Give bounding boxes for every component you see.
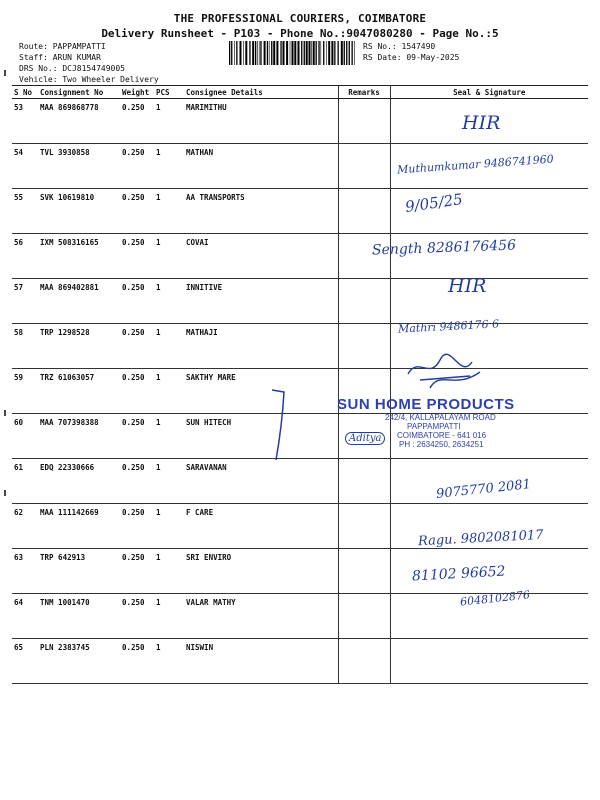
barcode-bar	[344, 41, 345, 65]
cell-weight: 0.250	[120, 189, 154, 234]
signature-59	[400, 350, 490, 394]
scan-edge-mark	[4, 410, 6, 416]
table-row	[12, 279, 588, 324]
barcode-bar	[331, 41, 333, 65]
cell-weight: 0.250	[120, 234, 154, 279]
barcode-bar	[334, 41, 335, 65]
document-title: THE PROFESSIONAL COURIERS, COIMBATORE	[173, 12, 427, 25]
company-stamp	[337, 396, 537, 449]
barcode-bar	[269, 41, 270, 65]
cell-weight: 0.250	[120, 639, 154, 684]
cell-consignee: AA TRANSPORTS	[184, 189, 338, 234]
cell-sno: 60	[12, 414, 38, 459]
signature-65: 6048102876	[459, 588, 531, 609]
barcode-bar	[311, 41, 312, 65]
cell-consignment-no: PLN 2383745	[38, 639, 120, 684]
cell-sno: 54	[12, 144, 38, 189]
table-row	[12, 99, 588, 144]
vehicle-text: Vehicle: Two Wheeler Delivery	[19, 75, 159, 84]
cell-consignment-no: TRP 642913	[38, 549, 120, 594]
barcode-bar	[338, 41, 339, 65]
barcode-bar	[255, 41, 256, 65]
cell-pcs: 1	[154, 549, 184, 594]
cell-consignee: NISWIN	[184, 639, 338, 684]
col-header-consignment: Consignment No	[38, 86, 120, 99]
signature-55: 9/05/25	[404, 190, 464, 216]
rs-number-text: RS No.: 1547490	[363, 42, 436, 51]
barcode-bar	[240, 41, 242, 65]
cell-remarks	[338, 189, 390, 234]
cell-consignment-no: IXM 508316165	[38, 234, 120, 279]
barcode-bar	[236, 41, 237, 65]
barcode-bar	[294, 41, 296, 65]
barcode-bar	[309, 41, 311, 65]
barcode-bar	[264, 41, 266, 65]
cell-consignment-no: TNM 1001470	[38, 594, 120, 639]
cell-weight: 0.250	[120, 324, 154, 369]
barcode-bar	[245, 41, 247, 65]
cell-pcs: 1	[154, 414, 184, 459]
barcode-bar	[234, 41, 235, 65]
col-header-weight: Weight	[120, 86, 154, 99]
cell-consignee: SAKTHY MARE	[184, 369, 338, 414]
stamp-company-name: SUN HOME PRODUCTS	[337, 396, 515, 413]
table-header-row	[12, 86, 588, 99]
cell-consignment-no: MAA 111142669	[38, 504, 120, 549]
cell-pcs: 1	[154, 504, 184, 549]
cell-weight: 0.250	[120, 369, 154, 414]
signature-63: Ragu. 9802081017	[417, 527, 544, 550]
barcode-bar	[306, 41, 308, 65]
cell-weight: 0.250	[120, 414, 154, 459]
cell-consignment-no: TRZ 61063057	[38, 369, 120, 414]
barcode-bar	[252, 41, 254, 65]
barcode-bar	[352, 41, 353, 65]
barcode-bar	[292, 41, 294, 65]
cell-pcs: 1	[154, 324, 184, 369]
signature-53: HIR	[462, 112, 501, 134]
cell-consignee: VALAR MATHY	[184, 594, 338, 639]
barcode-bar	[326, 41, 327, 65]
cell-weight: 0.250	[120, 594, 154, 639]
barcode-bar	[323, 41, 324, 65]
barcode-bar	[257, 41, 258, 65]
barcode-bar	[298, 41, 300, 65]
barcode-bar	[318, 41, 319, 65]
barcode-image	[228, 41, 358, 65]
cell-pcs: 1	[154, 369, 184, 414]
cell-sno: 55	[12, 189, 38, 234]
cell-remarks	[338, 99, 390, 144]
cell-sno: 64	[12, 594, 38, 639]
cell-remarks	[338, 504, 390, 549]
barcode-bar	[259, 41, 260, 65]
cell-consignee: COVAI	[184, 234, 338, 279]
barcode-bar	[260, 41, 261, 65]
barcode-bar	[328, 41, 330, 65]
cell-remarks	[338, 144, 390, 189]
cell-weight: 0.250	[120, 99, 154, 144]
col-header-consignee: Consignee Details	[184, 86, 338, 99]
cell-consignee: F CARE	[184, 504, 338, 549]
cell-sno: 53	[12, 99, 38, 144]
barcode-bar	[301, 41, 302, 65]
cell-consignment-no: TVL 3930858	[38, 144, 120, 189]
cell-sno: 62	[12, 504, 38, 549]
cell-sno: 61	[12, 459, 38, 504]
cell-consignment-no: MAA 707398388	[38, 414, 120, 459]
cell-pcs: 1	[154, 234, 184, 279]
cell-pcs: 1	[154, 189, 184, 234]
cell-weight: 0.250	[120, 279, 154, 324]
cell-consignment-no: MAA 869868778	[38, 99, 120, 144]
barcode-bar	[243, 41, 244, 65]
cell-pcs: 1	[154, 99, 184, 144]
barcode-bar	[341, 41, 343, 65]
signature-56: Sength 8286176456	[371, 237, 517, 259]
barcode-bar	[354, 41, 355, 65]
barcode-bar	[316, 41, 317, 65]
cell-consignee: SARAVANAN	[184, 459, 338, 504]
signature-61: Aditya	[345, 432, 385, 445]
cell-pcs: 1	[154, 459, 184, 504]
scan-edge-mark	[4, 70, 6, 76]
barcode-bar	[313, 41, 315, 65]
cell-consignee: INNITIVE	[184, 279, 338, 324]
cell-consignee: MATHAJI	[184, 324, 338, 369]
table-row	[12, 639, 588, 684]
runsheet-meta-left	[19, 41, 159, 85]
cell-consignment-no: SVK 10619810	[38, 189, 120, 234]
cell-seal-signature	[390, 639, 588, 684]
cell-consignment-no: EDQ 22330666	[38, 459, 120, 504]
cell-seal-signature	[390, 279, 588, 324]
cell-remarks	[338, 549, 390, 594]
cell-sno: 56	[12, 234, 38, 279]
barcode-bar	[276, 41, 278, 65]
barcode-bar	[321, 41, 322, 65]
table-row	[12, 324, 588, 369]
signature-57: HIR	[448, 275, 487, 297]
cell-remarks	[338, 639, 390, 684]
barcode-bar	[286, 41, 288, 65]
cell-sno: 63	[12, 549, 38, 594]
cell-sno: 65	[12, 639, 38, 684]
barcode-bar	[273, 41, 275, 65]
col-header-sno: S No	[12, 86, 38, 99]
cell-remarks	[338, 459, 390, 504]
cell-remarks	[338, 324, 390, 369]
table-row	[12, 189, 588, 234]
cell-consignee: MATHAN	[184, 144, 338, 189]
barcode-bar	[280, 41, 281, 65]
cell-weight: 0.250	[120, 504, 154, 549]
barcode-bar	[229, 41, 230, 65]
barcode-bar	[290, 41, 291, 65]
cell-pcs: 1	[154, 594, 184, 639]
barcode-bar	[249, 41, 250, 65]
stamp-address-1: 242/4, KALLAPALAYAM ROAD	[385, 413, 496, 422]
scan-edge-mark	[4, 490, 6, 496]
cell-pcs: 1	[154, 279, 184, 324]
stamp-address-3: COIMBATORE - 641 016	[397, 431, 487, 440]
cell-remarks	[338, 279, 390, 324]
signature-64: 81102 96652	[411, 563, 506, 585]
staff-text: Staff: ARUN KUMAR	[19, 53, 101, 62]
cell-consignee: SRI ENVIRO	[184, 549, 338, 594]
col-header-remarks: Remarks	[338, 86, 390, 99]
signature-62: 9075770 2081	[435, 477, 532, 502]
rs-date-text: RS Date: 09-May-2025	[363, 53, 460, 62]
pen-stroke-60	[262, 386, 302, 466]
stamp-phone: PH : 2634250, 2634251	[399, 440, 484, 449]
signature-58: Mathri 9486176 6	[397, 317, 500, 336]
cell-sno: 57	[12, 279, 38, 324]
cell-weight: 0.250	[120, 459, 154, 504]
cell-weight: 0.250	[120, 144, 154, 189]
cell-consignment-no: TRP 1298528	[38, 324, 120, 369]
cell-weight: 0.250	[120, 549, 154, 594]
cell-consignee: SUN HITECH	[184, 414, 338, 459]
col-header-seal: Seal & Signature	[390, 86, 588, 99]
cell-sno: 58	[12, 324, 38, 369]
cell-remarks	[338, 594, 390, 639]
runsheet-subtitle: Delivery Runsheet - P103 - Phone No.:9047080280 - Page No.:5	[101, 27, 499, 40]
signature-54: Muthumkumar 9486741960	[396, 152, 555, 177]
cell-pcs: 1	[154, 639, 184, 684]
cell-consignment-no: MAA 869402881	[38, 279, 120, 324]
barcode-bar	[283, 41, 285, 65]
runsheet-meta-right	[363, 41, 459, 63]
barcode-bar	[346, 41, 347, 65]
col-header-pcs: PCS	[154, 86, 184, 99]
cell-consignee: MARIMITHU	[184, 99, 338, 144]
barcode-bar	[349, 41, 350, 65]
stamp-address-2: PAPPAMPATTI	[407, 422, 461, 431]
drs-text: DRS No.: DCJ8154749005	[19, 64, 125, 73]
cell-pcs: 1	[154, 144, 184, 189]
barcode-bar	[231, 41, 232, 65]
barcode-bar	[267, 41, 268, 65]
cell-sno: 59	[12, 369, 38, 414]
route-text: Route: PAPPAMPATTI	[19, 42, 106, 51]
barcode-bar	[304, 41, 305, 65]
barcode-bar	[271, 41, 272, 65]
